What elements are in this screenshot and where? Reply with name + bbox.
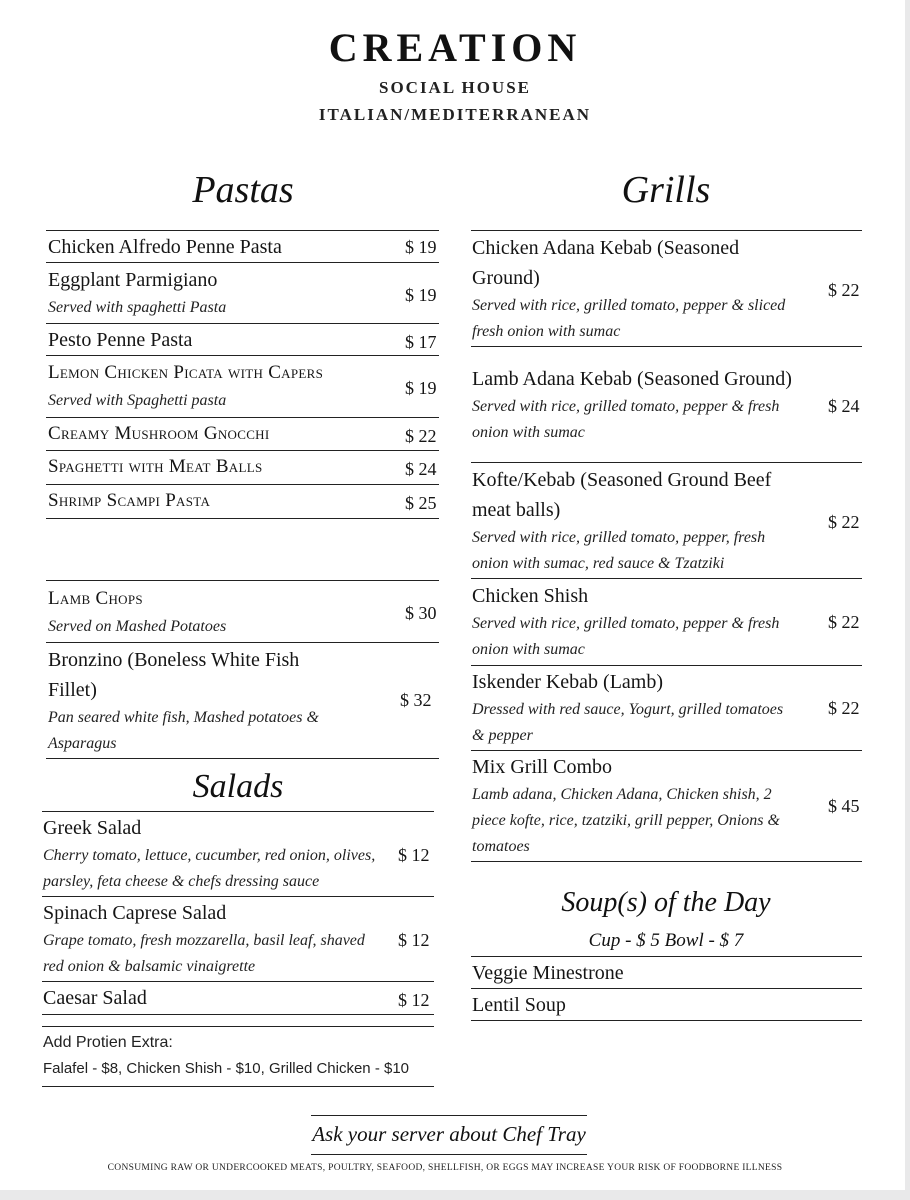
item-description: Pan seared white fish, Mashed potatoes & Asparagus: [48, 708, 319, 752]
divider: [42, 1026, 434, 1027]
food-safety-disclaimer: CONSUMING RAW OR UNDERCOOKED MEATS, POULTRY, SEAFOOD, SHELLFISH, OR EGGS MAY INCREASE YOUR RISK OF FOODBORNE ILLNESS: [107, 1163, 783, 1173]
divider: [471, 861, 862, 862]
item-price: $ 22: [828, 280, 860, 300]
menu-item: [48, 485, 388, 517]
divider: [311, 1115, 587, 1116]
item-price: $ 24: [405, 459, 437, 479]
item-description: Served with Spaghetti pasta: [48, 392, 227, 409]
item-name: Lamb Adana Kebab (Seasoned Ground): [472, 367, 792, 390]
menu-item: [48, 451, 388, 483]
item-price: $ 22: [828, 698, 860, 718]
item-price: $ 45: [828, 796, 860, 816]
cuisine-label: ITALIAN/MEDITERRANEAN: [318, 105, 592, 124]
item-price: $ 17: [405, 332, 437, 352]
menu-item: [48, 356, 393, 416]
menu-item: [43, 897, 383, 981]
menu-item: [472, 579, 792, 665]
divider: [46, 518, 439, 519]
divider: [46, 580, 439, 581]
chef-tray-note: Ask your server about Chef Tray: [312, 1122, 586, 1146]
divider: [42, 1014, 434, 1015]
divider: [46, 758, 439, 759]
menu-item: [48, 582, 388, 642]
item-description: Cherry tomato, lettuce, cucumber, red onion, olives, parsley, feta cheese & chefs dressing sauce: [43, 847, 376, 890]
item-name: Lentil Soup: [472, 993, 566, 1016]
item-name: Mix Grill Combo: [472, 756, 613, 778]
item-description: Served with spaghetti Pasta: [48, 298, 227, 316]
item-name: Lamb Chops: [48, 588, 143, 609]
menu-item: [472, 751, 792, 861]
item-description: Served with rice, grilled tomato, pepper & fresh onion with sumac: [472, 615, 780, 658]
menu-item: [43, 982, 383, 1014]
item-name: Greek Salad: [43, 817, 142, 839]
restaurant-subtitle: SOCIAL HOUSE: [378, 78, 531, 97]
salads-title: Salads: [192, 768, 284, 805]
extras-title: Add Protien Extra:: [43, 1034, 173, 1051]
item-name: Veggie Minestrone: [472, 961, 624, 984]
pastas-title: Pastas: [192, 169, 294, 211]
menu-item: [48, 231, 388, 262]
item-description: Served on Mashed Potatoes: [48, 618, 227, 635]
menu-item: [472, 463, 792, 578]
item-price: $ 22: [828, 612, 860, 632]
item-price: $ 19: [405, 285, 437, 305]
item-name: Chicken Shish: [472, 585, 589, 607]
item-description: Dressed with red sauce, Yogurt, grilled tomatoes & pepper: [472, 701, 784, 744]
item-name: Eggplant Parmigiano: [48, 268, 218, 291]
divider: [42, 1086, 434, 1087]
item-price: $ 12: [398, 845, 430, 865]
menu-item: [48, 324, 388, 355]
item-price: $ 12: [398, 990, 430, 1010]
divider: [311, 1154, 587, 1155]
item-price: $ 30: [405, 603, 437, 623]
item-name: Spinach Caprese Salad: [43, 902, 227, 924]
item-price: $ 19: [405, 237, 437, 257]
item-description: Grape tomato, fresh mozzarella, basil leaf, shaved red onion & balsamic vinaigrette: [43, 932, 365, 975]
item-price: $ 19: [405, 378, 437, 398]
page-edge-right: [905, 0, 910, 1200]
grills-title: Grills: [621, 169, 711, 211]
extras-list: Falafel - $8, Chicken Shish - $10, Grilled Chicken - $10: [43, 1060, 410, 1077]
item-name: Kofte/Kebab (Seasoned Ground Beef meat balls): [472, 468, 772, 521]
item-price: $ 32: [400, 690, 432, 710]
menu-item: [48, 643, 348, 758]
item-name: Bronzino (Boneless White Fish Fillet): [48, 648, 300, 701]
item-price: $ 22: [405, 426, 437, 446]
soup-prices: Cup - $ 5 Bowl - $ 7: [588, 930, 744, 951]
item-price: $ 12: [398, 930, 430, 950]
restaurant-name: CREATION: [328, 25, 582, 70]
item-name: Chicken Alfredo Penne Pasta: [48, 235, 282, 258]
item-price: $ 22: [828, 512, 860, 532]
item-price: $ 24: [828, 396, 860, 416]
menu-item: [48, 263, 388, 322]
item-price: $ 25: [405, 493, 437, 513]
page-edge-bottom: [0, 1190, 910, 1200]
menu-item: [48, 418, 388, 450]
item-description: Served with rice, grilled tomato, pepper, fresh onion with sumac, red sauce & Tzatziki: [472, 528, 766, 572]
soups-title: Soup(s) of the Day: [561, 887, 771, 918]
menu-item: [472, 231, 792, 346]
menu-item: [43, 812, 383, 896]
menu-item: [472, 666, 792, 750]
menu-item: [472, 347, 792, 462]
item-description: Lamb adana, Chicken Adana, Chicken shish, 2 piece kofte, rice, tzatziki, grill pepper, Onions & tomatoes: [472, 786, 780, 855]
item-name: Shrimp Scampi Pasta: [48, 490, 211, 511]
item-name: Iskender Kebab (Lamb): [472, 671, 664, 693]
item-description: Served with rice, grilled tomato, pepper & fresh onion with sumac: [472, 397, 780, 441]
item-name: Pesto Penne Pasta: [48, 328, 193, 351]
menu-item: [472, 957, 852, 988]
item-name: Creamy Mushroom Gnocchi: [48, 423, 270, 444]
menu-item: [472, 989, 852, 1020]
item-name: Spaghetti with Meat Balls: [48, 456, 263, 477]
item-name: Chicken Adana Kebab (Seasoned Ground): [472, 236, 740, 289]
item-name: Lemon Chicken Picata with Capers: [48, 362, 324, 383]
divider: [471, 1020, 862, 1021]
item-name: Caesar Salad: [43, 987, 147, 1009]
item-description: Served with rice, grilled tomato, pepper & sliced fresh onion with sumac: [472, 296, 786, 340]
